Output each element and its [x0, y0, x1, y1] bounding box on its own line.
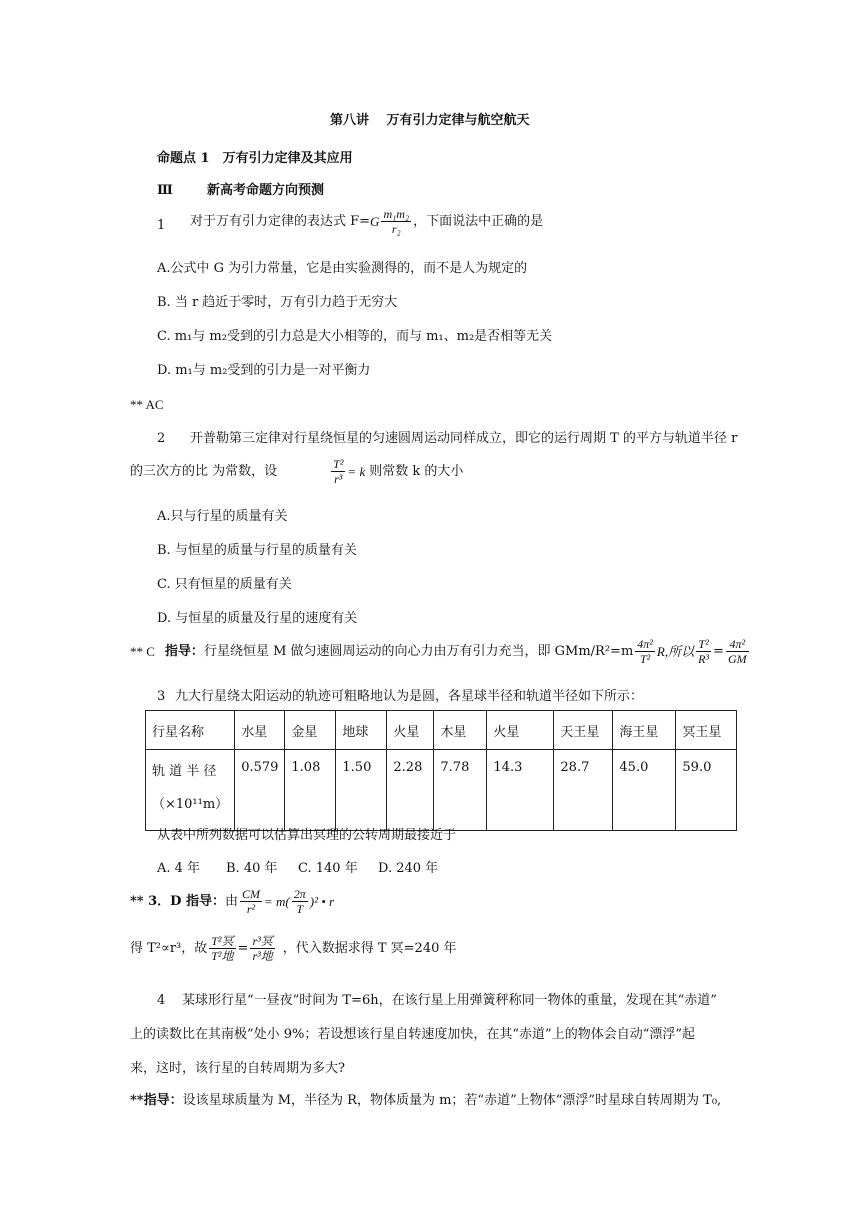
- q2-hint-fraction-3: [726, 638, 749, 665]
- table-header-cell: 火星: [387, 711, 434, 750]
- q4-line3: 来，这时，该行星的自转周期为多大?: [130, 1061, 345, 1076]
- q2-hint-label: 指导：: [164, 644, 204, 659]
- q3-number: 3: [157, 689, 166, 704]
- q3-derive-f1-num: T²冥: [211, 934, 234, 948]
- q3-answer-fraction-2: [292, 888, 308, 915]
- q2-stem-suffix: 则常数 k 的大小: [369, 464, 464, 479]
- q3-answer: [130, 888, 334, 915]
- q3-option-b: B. 40 年: [226, 861, 278, 876]
- q2-hint-f2-den: R³: [698, 652, 710, 666]
- table-row: [146, 750, 737, 831]
- planet-table: [145, 710, 737, 831]
- table-header-cell: 木星: [434, 711, 487, 750]
- table-row-label-line1: 轨 道 半 径: [152, 764, 217, 779]
- q1-option-a: A.公式中 G 为引力常量，它是由实验测得的，而不是人为规定的: [157, 261, 528, 276]
- q1-formula: [381, 208, 411, 235]
- q2-hint-f1-den: T²: [639, 652, 651, 666]
- table-header-row: [146, 711, 737, 750]
- q4-line2: 上的读数比在其南极”处小 9%；若设想该行星自转速度加快，在其“赤道”上的物体会自动“漂浮”起: [130, 1027, 695, 1042]
- q3-answer-rhs: = m(: [263, 894, 290, 909]
- q3-derive-f2-num: r³冥: [252, 934, 273, 948]
- table-row-label: [146, 750, 235, 831]
- table-header-cell: 火星: [487, 711, 554, 750]
- q3-answer-fraction-1: [240, 888, 262, 915]
- table-cell: 0.579: [235, 750, 285, 831]
- q2-hint-fraction-1: [635, 638, 655, 665]
- q2-formula-numerator: T²: [333, 457, 344, 471]
- table-header-cell: 冥王星: [676, 711, 737, 750]
- q3-derive-prefix: 得 T²∝r³，故: [130, 941, 208, 956]
- q2-hint-f2-num: T²: [696, 638, 711, 652]
- q3-derivation: [130, 935, 457, 962]
- q3-option-a: A. 4 年: [157, 861, 201, 876]
- q2-formula-rhs: = k: [347, 464, 366, 479]
- q2-hint-text: 行星绕恒星 M 做匀速圆周运动的向心力由万有引力充当，即 GMm/R²=m: [203, 644, 634, 659]
- q4-hint-text: 设该星球质量为 M，半径为 R，物体质量为 m；若“赤道”上物体“漂浮”时星球自转周期为 T₀,: [182, 1093, 722, 1108]
- q1-formula-numerator: m₁m₂: [383, 207, 410, 221]
- page-title: 第八讲 万有引力定律与航空航天: [330, 113, 530, 128]
- table-cell: 7.78: [434, 750, 487, 831]
- q1-formula-denominator: r₂: [391, 222, 401, 236]
- q3-option-d: D. 240 年: [378, 861, 439, 876]
- q3-ans-f1-num: CM: [241, 887, 260, 901]
- q1-option-d: D. m₁与 m₂受到的引力是一对平衡力: [157, 363, 371, 378]
- q3-ans-f2-den: T: [296, 902, 304, 916]
- table-cell: 1.50: [336, 750, 387, 831]
- q2-formula-denominator: r³: [334, 472, 343, 486]
- q1-stem: [190, 208, 543, 235]
- q1-stem-prefix: 对于万有引力定律的表达式 F=: [190, 214, 371, 229]
- table-header-cell: 海王星: [613, 711, 676, 750]
- q3-derive-eq: =: [237, 941, 249, 956]
- table-cell: 28.7: [554, 750, 613, 831]
- subsection-number: Ⅲ: [157, 183, 173, 198]
- q3-answer-label: ** 3．D 指导：: [130, 894, 225, 909]
- q3-derive-f2-den: r³地: [252, 949, 273, 963]
- table-cell: 59.0: [676, 750, 737, 831]
- q4-number: 4: [157, 993, 166, 1008]
- q2-hint-fraction-2: [696, 638, 711, 665]
- q3-derive-f1-den: T²地: [211, 949, 234, 963]
- q4-hint-label: **指导：: [130, 1093, 183, 1108]
- q3-question: 从表中所列数据可以估算出冥理的公转周期最接近于: [157, 828, 457, 843]
- q3-ans-f1-den: r²: [246, 902, 256, 916]
- q2-hint-f3-den: GM: [727, 652, 747, 666]
- subsection-heading: 新高考命题方向预测: [207, 183, 325, 198]
- q2-stem-prefix: 的三次方的比 为常数，设: [130, 464, 278, 479]
- q1-number: 1: [157, 218, 166, 233]
- q2-option-d: D. 与恒星的质量及行星的速度有关: [157, 611, 358, 626]
- q2-hint-f3-num: 4π²: [726, 638, 749, 652]
- table-header-cell: 水星: [235, 711, 285, 750]
- q3-answer-tail: )² • r: [309, 894, 335, 909]
- q2-option-b: B. 与恒星的质量与行星的质量有关: [157, 543, 357, 558]
- q3-derive-fraction-2: [250, 935, 274, 962]
- q4-hint: [130, 1094, 721, 1107]
- q3-derive-suffix: ，代入数据求得 T 冥=240 年: [282, 941, 457, 956]
- q3-derive-fraction-1: [209, 935, 235, 962]
- table-header-cell: 行星名称: [146, 711, 235, 750]
- q3-option-c: C. 140 年: [298, 861, 358, 876]
- q2-stem-line2: [130, 458, 463, 485]
- q1-option-b: B. 当 r 趋近于零时，万有引力趋于无穷大: [157, 295, 398, 310]
- q3-stem: 九大行星绕太阳运动的轨迹可粗略地认为是圆，各星球半径和轨道半径如下所示：: [175, 689, 644, 704]
- table-header-cell: 金星: [285, 711, 336, 750]
- table-cell: 1.08: [285, 750, 336, 831]
- table-cell: 14.3: [487, 750, 554, 831]
- table-header-cell: 地球: [336, 711, 387, 750]
- q1-stem-suffix: ，下面说法中正确的是: [413, 214, 544, 229]
- q2-hint-f1-num: 4π²: [637, 637, 653, 651]
- q2-hint: [130, 638, 751, 665]
- q2-formula: [331, 458, 345, 485]
- q2-answer: ** C: [130, 644, 155, 659]
- q3-ans-f2-num: 2π: [293, 887, 306, 901]
- q2-number: 2: [157, 431, 166, 446]
- q3-answer-from: 由: [224, 894, 238, 909]
- q2-stem-line1: 开普勒第三定律对行星绕恒星的匀速圆周运动同样成立，即它的运行周期 T 的平方与轨道半径 r: [190, 431, 738, 446]
- section-heading: 命题点 1 万有引力定律及其应用: [157, 151, 353, 166]
- q1-answer: ** AC: [130, 397, 164, 412]
- q4-line1: 某球形行星“一昼夜”时间为 T=6h，在该行星上用弹簧秤称同一物体的重量，发现在其“赤道”: [182, 993, 717, 1008]
- table-cell: 2.28: [387, 750, 434, 831]
- table-row-label-line2: （×10¹¹m）: [152, 797, 229, 812]
- q2-option-a: A.只与行星的质量有关: [157, 509, 288, 524]
- q2-hint-eq: =: [713, 644, 724, 659]
- q1-option-c: C. m₁与 m₂受到的引力总是大小相等的，而与 m₁、m₂是否相等无关: [157, 329, 553, 344]
- table-header-cell: 天王星: [554, 711, 613, 750]
- q2-hint-mid: R,所以: [656, 644, 695, 659]
- table-cell: 45.0: [613, 750, 676, 831]
- q2-option-c: C. 只有恒星的质量有关: [157, 577, 292, 592]
- q1-formula-g: G: [370, 214, 380, 229]
